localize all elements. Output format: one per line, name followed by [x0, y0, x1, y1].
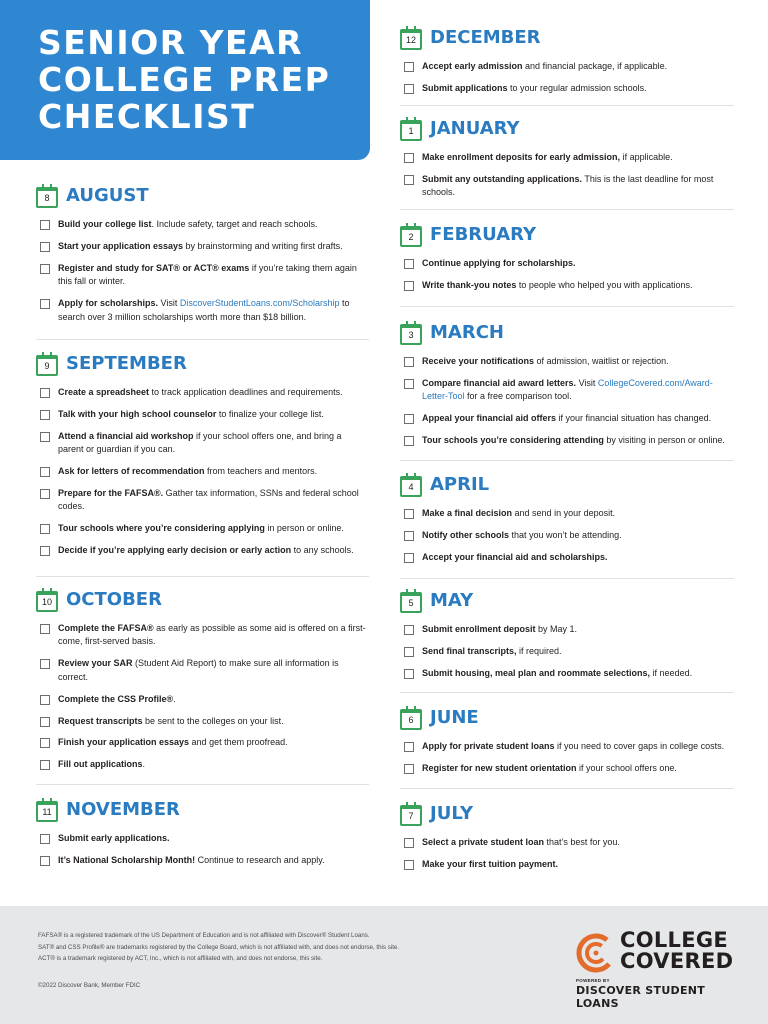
- month-title: JANUARY: [430, 118, 520, 139]
- checklist-item: [400, 507, 734, 520]
- checkbox[interactable]: [404, 860, 414, 870]
- logo-powered-by: POWERED BY: [576, 978, 610, 983]
- section-divider: [36, 576, 369, 577]
- month-heading: [400, 321, 734, 347]
- calendar-icon: [400, 120, 422, 141]
- checklist-item-text: as early as possible as some aid is offered on a first-come, first-served basis.: [58, 623, 366, 647]
- month-section-august: [36, 184, 369, 332]
- checklist-item-action: Finish your application essays: [58, 737, 190, 748]
- checkbox[interactable]: [40, 624, 50, 634]
- checklist-item: [400, 412, 734, 425]
- checklist-item: [400, 173, 734, 200]
- checkbox[interactable]: [40, 695, 50, 705]
- checklist-item-text: by visiting in person or online.: [603, 435, 725, 446]
- calendar-month-number: 10: [41, 597, 52, 607]
- checklist-item: [400, 858, 734, 871]
- month-heading: [400, 706, 734, 732]
- checklist-item: [36, 715, 369, 728]
- calendar-icon: [400, 592, 422, 613]
- checkbox[interactable]: [404, 647, 414, 657]
- checklist: [400, 60, 734, 95]
- month-section-october: [36, 588, 369, 780]
- month-section-april: [400, 473, 734, 573]
- month-title: AUGUST: [66, 185, 149, 206]
- checklist-item-action: Make your first tuition payment.: [422, 858, 559, 869]
- month-section-may: [400, 589, 734, 689]
- copyright-text: ©2022 Discover Bank, Member FDIC: [38, 982, 141, 989]
- month-title: SEPTEMBER: [66, 353, 187, 374]
- month-title: OCTOBER: [66, 589, 162, 610]
- checklist-item: [400, 740, 734, 753]
- month-heading: [400, 802, 734, 828]
- checkbox[interactable]: [404, 357, 414, 367]
- section-divider: [36, 339, 369, 340]
- checklist-item-text: Gather tax information, SSNs and federal school codes.: [58, 488, 359, 512]
- trademark-notes: [38, 930, 518, 965]
- checklist-item-action: Make enrollment deposits for early admission,: [422, 152, 621, 162]
- page-footer: [0, 906, 768, 1024]
- checklist-item-action: Talk with your high school counselor: [58, 408, 217, 419]
- section-divider: [36, 784, 369, 785]
- checklist-item-text: Visit: [158, 298, 180, 309]
- checklist-item-text: that you won’t be attending.: [509, 529, 622, 540]
- checkbox[interactable]: [40, 834, 50, 844]
- checkbox[interactable]: [40, 220, 50, 230]
- logo-line-2: COVERED: [620, 949, 734, 973]
- month-heading: [400, 473, 734, 499]
- month-heading: [400, 26, 734, 52]
- checklist-item-action: Appeal your financial aid offers: [422, 413, 557, 424]
- checklist: [36, 386, 369, 558]
- checklist-item-text: by May 1.: [535, 624, 578, 634]
- checkbox[interactable]: [40, 242, 50, 252]
- checklist-item: [400, 257, 734, 270]
- month-heading: [36, 352, 369, 378]
- checklist-item-text: . Include safety, target and reach schools.: [151, 219, 318, 229]
- checklist-item-text: Visit: [576, 377, 598, 388]
- checklist: [400, 151, 734, 200]
- checklist-item-text: if needed.: [650, 667, 693, 678]
- checklist-item-link[interactable]: CollegeCovered.com/Award-Letter-Tool: [422, 377, 713, 402]
- calendar-month-number: 4: [408, 482, 414, 492]
- checklist-item: [36, 854, 369, 867]
- month-section-november: [36, 798, 369, 876]
- month-section-december: [400, 26, 734, 104]
- checkbox[interactable]: [404, 742, 414, 752]
- checkbox[interactable]: [404, 669, 414, 679]
- calendar-month-number: 2: [408, 232, 414, 242]
- month-section-september: [36, 352, 369, 566]
- checkbox[interactable]: [404, 175, 414, 185]
- checkbox[interactable]: [404, 553, 414, 563]
- checklist-item: [36, 297, 369, 324]
- checklist-item-action: Register for new student orientation: [422, 762, 577, 773]
- checkbox[interactable]: [404, 838, 414, 848]
- checklist-item-link[interactable]: DiscoverStudentLoans.com/Scholarship: [179, 298, 340, 309]
- checklist-item-text: that’s best for you.: [544, 837, 620, 847]
- checklist-item-action: Review your SAR: [58, 658, 133, 669]
- checkbox[interactable]: [40, 299, 50, 309]
- checklist-item: [36, 693, 369, 706]
- checklist-item-text: if your school offers one.: [576, 762, 677, 773]
- checkbox[interactable]: [404, 509, 414, 519]
- checklist-item-text: .: [142, 759, 146, 770]
- checkbox[interactable]: [40, 489, 50, 499]
- trademark-note: SAT® and CSS Profile® are trademarks registered by the College Board, which is not affiliated with, and does not endorse, this site.: [38, 943, 400, 951]
- checklist-item-action: Accept early admission: [422, 61, 523, 71]
- checklist: [400, 507, 734, 564]
- checkbox[interactable]: [404, 62, 414, 72]
- checklist: [400, 355, 734, 448]
- calendar-icon: [400, 29, 422, 50]
- checklist-item: [400, 60, 734, 73]
- calendar-icon: [36, 355, 58, 376]
- checkbox[interactable]: [40, 760, 50, 770]
- checklist: [36, 832, 369, 867]
- calendar-icon: [400, 476, 422, 497]
- checkbox[interactable]: [40, 264, 50, 274]
- checklist-item: [400, 434, 734, 447]
- checklist-item-action: Tour schools where you’re considering applying: [58, 523, 265, 534]
- checklist-item: [400, 551, 734, 564]
- trademark-note: FAFSA® is a registered trademark of the US Department of Education and is not affiliated with Discover® Student Loans.: [38, 932, 370, 939]
- calendar-month-number: 5: [408, 598, 414, 608]
- checkbox[interactable]: [40, 546, 50, 556]
- college-covered-logo-mark-icon: [576, 933, 616, 973]
- checklist-item-action: Ask for letters of recommendation: [58, 466, 205, 477]
- logo-wordmark: [620, 930, 733, 972]
- checklist-item-action: Select a private student loan: [422, 837, 545, 847]
- checklist-item: [36, 262, 369, 289]
- checklist-item: [36, 622, 369, 649]
- checklist-item: [36, 386, 369, 399]
- checkbox[interactable]: [40, 738, 50, 748]
- checklist: [400, 740, 734, 775]
- trademark-note: ACT® is a trademark registered by ACT, Inc., which is not affiliated with, and does not endorse, this site.: [38, 955, 323, 962]
- checklist-item-text: from teachers and mentors.: [204, 466, 318, 477]
- checklist-item: [36, 408, 369, 421]
- title-line-3: CHECKLIST: [38, 97, 256, 136]
- calendar-month-number: 7: [408, 811, 414, 821]
- checklist-item-text: to track application deadlines and requirements.: [149, 387, 343, 397]
- checkbox[interactable]: [404, 153, 414, 163]
- checklist-item-action: Apply for private student loans: [422, 741, 555, 751]
- checklist-item-text: (Student Aid Report) to make sure all information is correct.: [58, 658, 339, 682]
- calendar-icon: [400, 324, 422, 345]
- month-heading: [36, 798, 369, 824]
- section-divider: [400, 692, 734, 693]
- checklist-item-text: if you need to cover gaps in college costs.: [554, 741, 725, 751]
- checklist: [400, 836, 734, 871]
- calendar-month-number: 8: [44, 193, 50, 203]
- calendar-month-number: 12: [405, 35, 416, 45]
- checklist-item: [36, 430, 369, 457]
- checklist-item-action: Prepare for the FAFSA®.: [58, 488, 164, 499]
- section-divider: [400, 578, 734, 579]
- checklist-item-action: Fill out applications: [58, 759, 143, 770]
- checklist-item-action: Create a spreadsheet: [58, 387, 150, 397]
- month-section-july: [400, 802, 734, 880]
- calendar-icon: [36, 187, 58, 208]
- checklist-item: [36, 657, 369, 684]
- section-divider: [400, 460, 734, 461]
- month-title: JUNE: [430, 707, 479, 728]
- month-heading: [36, 588, 369, 614]
- checklist-item: [400, 377, 734, 404]
- checklist: [36, 218, 369, 324]
- checkbox[interactable]: [404, 379, 414, 389]
- checklist-item: [36, 522, 369, 535]
- checklist-item: [36, 736, 369, 749]
- checklist-item-action: Register and study for SAT® or ACT® exams: [58, 262, 250, 273]
- checklist-item-text: if you’re taking them again this fall or winter.: [58, 262, 357, 287]
- calendar-month-number: 11: [42, 807, 52, 817]
- checkbox[interactable]: [404, 84, 414, 94]
- checklist-item-action: Notify other schools: [422, 529, 510, 540]
- checklist-item-action: Submit enrollment deposit: [422, 624, 536, 634]
- checklist-item: [400, 529, 734, 542]
- title-line-2: COLLEGE PREP: [38, 60, 331, 99]
- checklist-item-action: Request transcripts: [58, 715, 143, 726]
- calendar-month-number: 9: [44, 361, 50, 371]
- month-section-june: [400, 706, 734, 784]
- checklist-item-action: Tour schools you’re considering attending: [422, 435, 604, 446]
- checklist-item-action: It’s National Scholarship Month!: [58, 854, 196, 865]
- checklist-item-action: Start your application essays: [58, 240, 184, 251]
- checklist-item-text: if required.: [516, 645, 562, 656]
- month-heading: [400, 223, 734, 249]
- checklist-item-text: to people who helped you with applications.: [516, 279, 693, 290]
- section-divider: [400, 788, 734, 789]
- checkbox[interactable]: [40, 432, 50, 442]
- checklist-item: [36, 544, 369, 557]
- checklist-item: [36, 758, 369, 771]
- section-divider: [400, 105, 734, 106]
- page-header: [0, 0, 370, 160]
- section-divider: [400, 306, 734, 307]
- checklist-item-action: Complete the CSS Profile®: [58, 693, 174, 704]
- month-heading: [36, 184, 369, 210]
- checklist-item-action: Complete the FAFSA®: [58, 623, 154, 633]
- checklist-item: [36, 218, 369, 231]
- checkbox[interactable]: [404, 414, 414, 424]
- checklist-item-action: Decide if you’re applying early decision or early action: [58, 545, 292, 556]
- checklist-item: [400, 623, 734, 636]
- checkbox[interactable]: [40, 524, 50, 534]
- month-title: APRIL: [430, 474, 490, 495]
- page-title: [38, 24, 330, 135]
- checklist-item-text: to your regular admission schools.: [507, 82, 647, 93]
- month-title: JULY: [430, 803, 474, 824]
- checkbox[interactable]: [40, 410, 50, 420]
- checklist-item: [400, 836, 734, 849]
- calendar-icon: [400, 226, 422, 247]
- checklist-item-text: be sent to the colleges on your list.: [142, 715, 284, 726]
- checklist-item: [400, 279, 734, 292]
- month-section-february: [400, 223, 734, 301]
- checkbox[interactable]: [404, 259, 414, 269]
- checklist: [400, 623, 734, 680]
- checklist-item-text: and send in your deposit.: [512, 508, 616, 518]
- checklist: [36, 622, 369, 772]
- checklist-item-action: Submit applications: [422, 82, 508, 93]
- checkbox[interactable]: [404, 625, 414, 635]
- checklist-item-text: and financial package, if applicable.: [522, 61, 668, 71]
- checklist-item: [400, 667, 734, 680]
- checklist-item-text: to any schools.: [291, 545, 354, 556]
- checklist-item-action: Write thank-you notes: [422, 279, 517, 290]
- checklist-item: [36, 832, 369, 845]
- checklist-item-action: Make a final decision: [422, 508, 513, 518]
- checklist-item: [36, 240, 369, 253]
- month-title: DECEMBER: [430, 27, 541, 48]
- checklist-item-action: Apply for scholarships.: [58, 298, 159, 309]
- checkbox[interactable]: [40, 659, 50, 669]
- checklist-item-text: if your school offers one, and bring a parent or guardian if you can.: [58, 430, 342, 455]
- month-section-january: [400, 117, 734, 208]
- calendar-icon: [400, 709, 422, 730]
- checklist-item-action: Submit early applications.: [58, 833, 170, 843]
- checklist-item-text: by brainstorming and writing first drafts.: [183, 240, 343, 251]
- checklist-item-action: Submit housing, meal plan and roommate selections,: [422, 667, 651, 678]
- checkbox[interactable]: [404, 764, 414, 774]
- checklist-item-text: This is the last deadline for most schools.: [422, 173, 714, 198]
- checklist-item-text: and get them proofread.: [189, 737, 288, 748]
- month-title: FEBRUARY: [430, 224, 537, 245]
- month-title: MARCH: [430, 322, 504, 343]
- checkbox[interactable]: [404, 531, 414, 541]
- month-heading: [400, 589, 734, 615]
- checklist-item-action: Compare financial aid award letters.: [422, 377, 577, 388]
- month-title: MAY: [430, 590, 474, 611]
- checklist-item: [400, 355, 734, 368]
- checklist-item-text: if your financial situation has changed.: [556, 413, 712, 424]
- checklist-item: [36, 487, 369, 514]
- checklist-item: [400, 82, 734, 95]
- checkbox[interactable]: [40, 856, 50, 866]
- title-line-1: SENIOR YEAR: [38, 23, 304, 62]
- checklist-item-action: Receive your notifications: [422, 356, 535, 366]
- calendar-month-number: 3: [408, 330, 414, 340]
- checklist-item-text: .: [173, 693, 176, 704]
- calendar-month-number: 6: [408, 715, 414, 725]
- month-title: NOVEMBER: [66, 799, 180, 820]
- checklist-item-text: in person or online.: [264, 523, 344, 534]
- checkbox[interactable]: [40, 717, 50, 727]
- checklist-item-action: Accept your financial aid and scholarships.: [422, 551, 608, 562]
- checklist-item-action: Continue applying for scholarships.: [422, 258, 576, 268]
- checklist-item-text: to finalize your college list.: [216, 408, 324, 419]
- checklist: [400, 257, 734, 292]
- checklist-item-text: to search over 3 million scholarships worth more than $18 billion.: [58, 298, 350, 322]
- checkbox[interactable]: [404, 436, 414, 446]
- checklist-item-action: Build your college list: [58, 219, 152, 229]
- calendar-month-number: 1: [408, 126, 414, 136]
- checklist-item-text: of admission, waitlist or rejection.: [534, 356, 669, 366]
- checklist-item: [400, 645, 734, 658]
- checklist-item: [36, 465, 369, 478]
- month-heading: [400, 117, 734, 143]
- logo-line-1: COLLEGE: [620, 928, 729, 952]
- checklist-item-text: Continue to research and apply.: [195, 854, 325, 865]
- checklist-item-action: Send final transcripts,: [422, 645, 517, 656]
- checkbox[interactable]: [40, 467, 50, 477]
- checklist-item-action: Submit any outstanding applications.: [422, 173, 583, 184]
- checkbox[interactable]: [404, 281, 414, 291]
- calendar-icon: [36, 801, 58, 822]
- checklist-item-text: if applicable.: [620, 152, 673, 162]
- section-divider: [400, 209, 734, 210]
- calendar-icon: [36, 591, 58, 612]
- checkbox[interactable]: [40, 388, 50, 398]
- checklist-item: [400, 151, 734, 164]
- checklist-item-action: Attend a financial aid workshop: [58, 430, 194, 441]
- logo-brand: DISCOVER STUDENT LOANS: [576, 984, 706, 1010]
- month-section-march: [400, 321, 734, 456]
- checklist-item-text: for a free comparison tool.: [464, 391, 572, 402]
- college-covered-logo: [576, 930, 736, 1010]
- calendar-icon: [400, 805, 422, 826]
- checklist-item: [400, 762, 734, 775]
